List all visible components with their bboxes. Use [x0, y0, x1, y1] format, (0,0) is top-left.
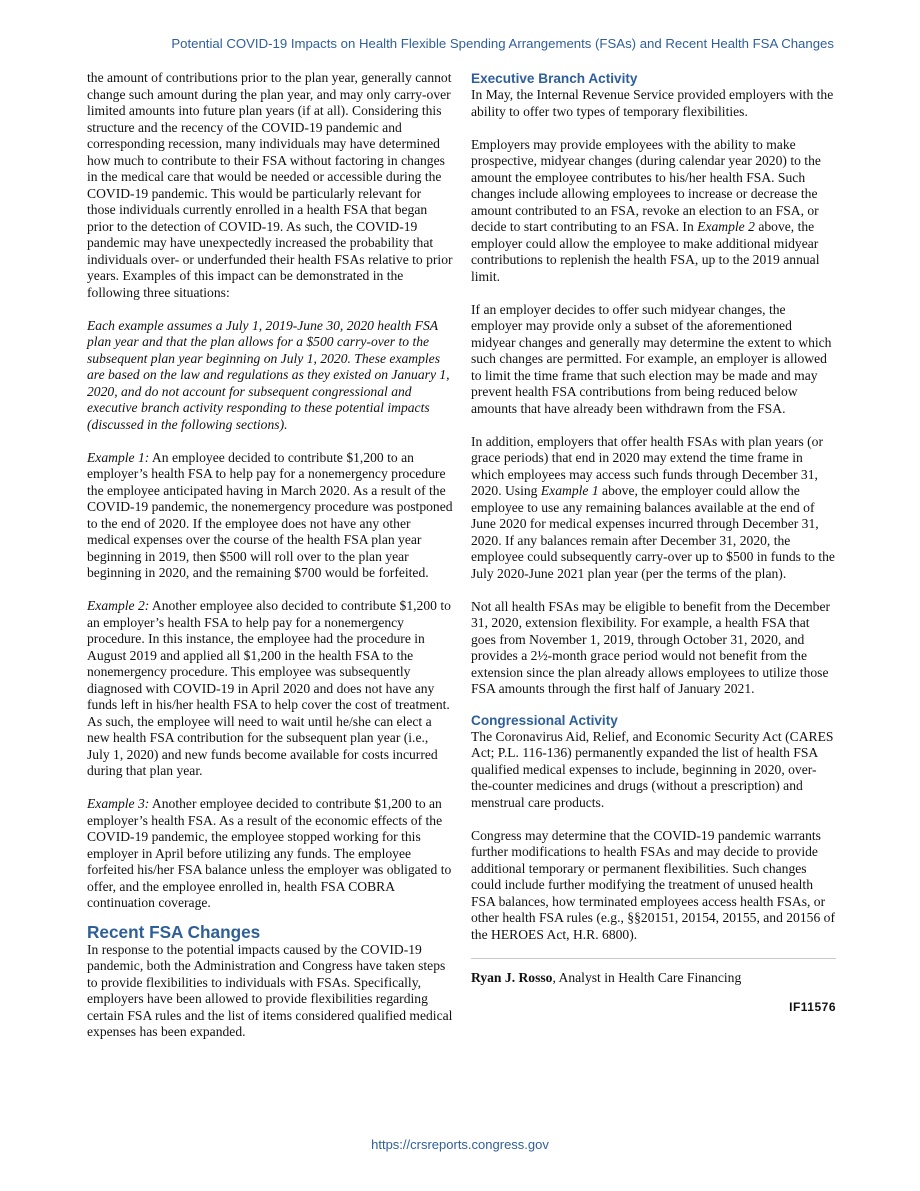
exec-p4-part-b: above, the employer could allow the employee to use any remaining balances available at the end of June 2020 for medical expenses incurred through December 31, 2020. If any balances remain after December 31, 2020, the employee could subsequently carry-over up to $500 in funds to the July 2020-June 2021 plan year (per the terms of the plan). — [471, 483, 835, 581]
examples-assumption — [87, 318, 453, 434]
example-1-text: An employee decided to contribute $1,200 to an employer’s health FSA to help pay for a nonemergency procedure the employee anticipated having in March 2020. As a result of the COVID-19 pandemic, the nonemergency procedure was postponed to the end of 2020. If the employee does not have any other medical expenses over the course of the health FSA plan year beginning in 2019, then $500 will roll over to the plan year beginning in 2020, and the remaining $700 would be forfeited. — [87, 449, 453, 580]
running-header: Potential COVID-19 Impacts on Health Flexible Spending Arrangements (FSAs) and Recent Health FSA Changes — [171, 36, 834, 51]
exec-p4-example-ref: Example 1 — [540, 483, 599, 498]
example-1-label: Example 1: — [87, 449, 150, 465]
congress-paragraph-1: The Coronavirus Aid, Relief, and Economic Security Act (CARES Act; P.L. 116-136) permanently expanded the list of health FSA qualified medical expenses to include, beginning in 2020, over-the-counter medicines and drugs (without a prescription) and menstrual care products. — [471, 728, 834, 810]
recent-changes-paragraph: In response to the potential impacts caused by the COVID-19 pandemic, both the Administration and Congress have taken steps to provide flexibilities to individuals with FSAs. Specifically, employers have been allowed to provide flexibilities regarding certain FSA rules and the list of items considered qualified medical expenses has been expanded. — [87, 941, 453, 1039]
subheading-congressional: Congressional Activity — [471, 712, 618, 728]
exec-paragraph-5: Not all health FSAs may be eligible to benefit from the December 31, 2020, extension flexibility. For example, a health FSA that goes from November 1, 2019, through October 31, 2020, and provides a 2½-month grace period would not benefit from the extension since the plan already allows employees to utilize those FSA amounts through the first half of January 2021. — [471, 598, 830, 696]
assumption-text: Each example assumes a July 1, 2019-June 30, 2020 health FSA plan year and that the plan allows for a $500 carry-over to the subsequent plan year beginning on July 1, 2020. These examples are based on the law and regulations as they existed on January 1, 2020, and do not account for subsequent congressional and executive branch activity responding to these potential impacts (discussed in the following sections). — [87, 317, 450, 432]
right-column — [471, 70, 836, 1015]
author-name: Ryan J. Rosso — [471, 970, 553, 985]
exec-p4-part-a: In addition, employers that offer health FSAs with plan years (or grace periods) that end in 2020 may extend the time frame in which employees may access such funds through December 31, 2020. Using — [471, 433, 823, 498]
author-divider — [471, 958, 836, 959]
example-1 — [87, 450, 453, 582]
left-column — [87, 70, 453, 1041]
example-3-label: Example 3: — [87, 796, 150, 811]
subheading-executive-branch: Executive Branch Activity — [471, 71, 638, 86]
intro-paragraph: the amount of contributions prior to the plan year, generally cannot change such amount during the plan year, and may only carry-over limited amounts into future plan years (if at all). Considering this structure and the recency of the COVID-19 pandemic and corresponding recession, many individuals may have determined how much to contribute to their FSA without factoring in changes in the medical care that would be needed or accessible during the COVID-19 pandemic. This would be particularly relevant for those individuals currently enrolled in a health FSA that began prior to the detection of COVID-19. As such, the COVID-19 pandemic may have unexpectedly increased the probability that individuals over- or underfunded their health FSAs relative to prior years. Examples of this impact can be demonstrated in the following three situations: — [87, 70, 453, 300]
author-title: , Analyst in Health Care Financing — [552, 970, 742, 985]
example-2-label: Example 2: — [87, 598, 150, 613]
exec-p2-part-b: above, the employer could allow the employee to make additional midyear contributions to replenish the health FSA, up to the 2019 annual limit. — [471, 219, 820, 284]
congress-paragraph-2: Congress may determine that the COVID-19 pandemic warrants further modifications to health FSAs and may decide to provide additional temporary or permanent flexibilities. Such changes could include further modifying the treatment of unused health FSA balances, how terminated employees access health FSAs, or other health FSA rules (e.g., §§20151, 20154, 20155, and 20156 of the HEROES Act, H.R. 6800). — [471, 827, 835, 942]
exec-p2-part-a: Employers may provide employees with the ability to make prospective, midyear changes (during calendar year 2020) to the amount the employee contributes to his/her health FSA. Such changes include allowing employees to increase or decrease the amount contributed to an FSA, revoke an election to an FSA, or decide to start contributing to an FSA. In — [471, 136, 821, 234]
exec-p2-example-ref: Example 2 — [697, 219, 755, 234]
exec-paragraph-1: In May, the Internal Revenue Service provided employers with the ability to offer two types of temporary flexibilities. — [471, 87, 834, 119]
example-2-text: Another employee also decided to contribute $1,200 to an employer’s health FSA to help pay for a nonemergency procedure. In this instance, the employee had the procedure in August 2019 and applied all $1,200 in the health FSA to the nonemergency procedure. This employee was subsequently diagnosed with COVID-19 in April 2020 and does not have any funds left in his/her health FSA to help cover the cost of treatment. As such, the employee will need to wait until he/she can elect a new health FSA contribution for the subsequent plan year (i.e., July 1, 2020) and new funds become available for costs incurred during that plan year. — [87, 598, 451, 778]
example-2 — [87, 598, 453, 780]
author-line — [471, 970, 836, 987]
example-3 — [87, 796, 453, 912]
exec-paragraph-4 — [471, 434, 836, 583]
exec-paragraph-3: If an employer decides to offer such midyear changes, the employer may provide only a subset of the aforementioned midyear changes and generally may determine the extent to which such changes are permitted. For example, an employer is allowed to limit the time frame that such election may be made and may prevent health FSA contributions from being reduced below amounts that have already been withdrawn from the FSA. — [471, 301, 832, 416]
document-id: IF11576 — [789, 999, 836, 1014]
footer-url: https://crsreports.congress.gov — [371, 1137, 549, 1152]
example-3-text: Another employee decided to contribute $1,200 to an employer’s health FSA. As a result of the economic effects of the COVID-19 pandemic, the employee stopped working for this employer in April before utilizing any funds. The employee forfeited his/her FSA balance unless the employer was obligated to offer, and the employee enrolled in, health FSA COBRA continuation coverage. — [87, 796, 452, 910]
exec-paragraph-2 — [471, 137, 836, 286]
section-heading-recent-fsa-changes: Recent FSA Changes — [87, 921, 261, 942]
